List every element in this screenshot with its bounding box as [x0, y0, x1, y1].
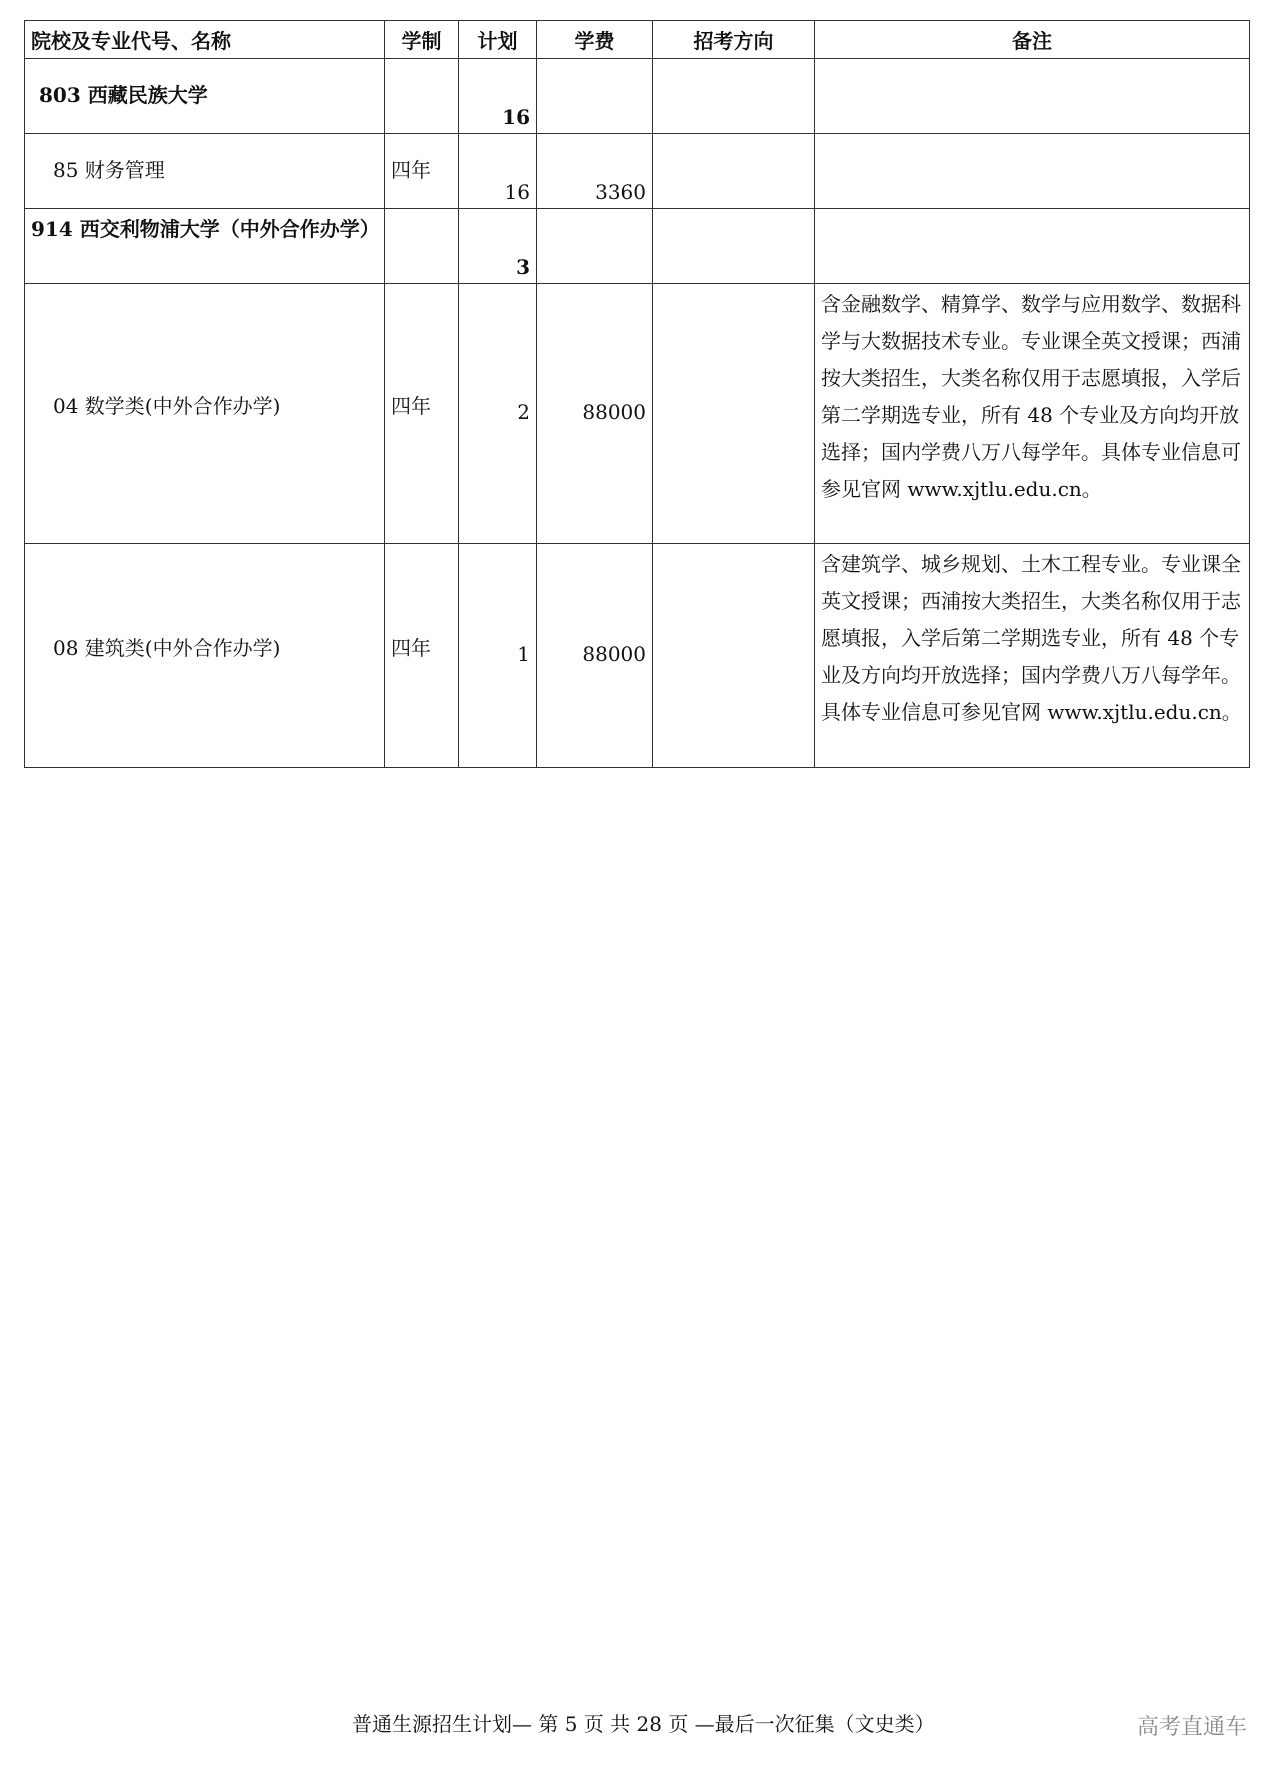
fee [537, 59, 653, 134]
major-name: 85 财务管理 [25, 134, 385, 209]
direction [653, 59, 815, 134]
header-direction: 招考方向 [653, 21, 815, 59]
direction [653, 134, 815, 209]
watermark: 高考直通车 [1137, 1715, 1248, 1740]
page-footer: 普通生源招生计划— 第 5 页 共 28 页 —最后一次征集（文史类） [352, 1712, 935, 1736]
note [815, 209, 1250, 284]
table-row [25, 544, 1250, 768]
table-row [25, 284, 1250, 544]
direction [653, 209, 815, 284]
plan: 2 [459, 284, 537, 544]
table-row [25, 59, 1250, 134]
fee: 88000 [537, 544, 653, 768]
duration [385, 59, 459, 134]
major-name: 04 数学类(中外合作办学) [25, 284, 385, 544]
header-note: 备注 [815, 21, 1250, 59]
table-row [25, 134, 1250, 209]
plan: 1 [459, 544, 537, 768]
fee: 88000 [537, 284, 653, 544]
duration: 四年 [385, 544, 459, 768]
plan: 16 [459, 59, 537, 134]
fee: 3360 [537, 134, 653, 209]
duration: 四年 [385, 284, 459, 544]
duration [385, 209, 459, 284]
note: 含建筑学、城乡规划、土木工程专业。专业课全英文授课；西浦按大类招生，大类名称仅用于志愿填报，入学后第二学期选专业，所有 48 个专业及方向均开放选择；国内学费八万八每学年。具体专业信息可参见官网 www.xjtlu.edu.cn。 [815, 544, 1250, 768]
enrollment-plan-table [24, 20, 1250, 768]
note: 含金融数学、精算学、数学与应用数学、数据科学与大数据技术专业。专业课全英文授课；西浦按大类招生，大类名称仅用于志愿填报，入学后第二学期选专业，所有 48 个专业及方向均开放选择；国内学费八万八每学年。具体专业信息可参见官网 www.xjtlu.edu.cn。 [815, 284, 1250, 544]
header-name: 院校及专业代号、名称 [25, 21, 385, 59]
school-name: 914 西交利物浦大学（中外合作办学） [25, 209, 385, 284]
header-duration: 学制 [385, 21, 459, 59]
header-plan: 计划 [459, 21, 537, 59]
plan: 16 [459, 134, 537, 209]
table-row [25, 209, 1250, 284]
header-fee: 学费 [537, 21, 653, 59]
note [815, 59, 1250, 134]
duration: 四年 [385, 134, 459, 209]
plan: 3 [459, 209, 537, 284]
school-name: 803 西藏民族大学 [25, 59, 385, 134]
direction [653, 544, 815, 768]
direction [653, 284, 815, 544]
major-name: 08 建筑类(中外合作办学) [25, 544, 385, 768]
header-row [25, 21, 1250, 59]
fee [537, 209, 653, 284]
note [815, 134, 1250, 209]
